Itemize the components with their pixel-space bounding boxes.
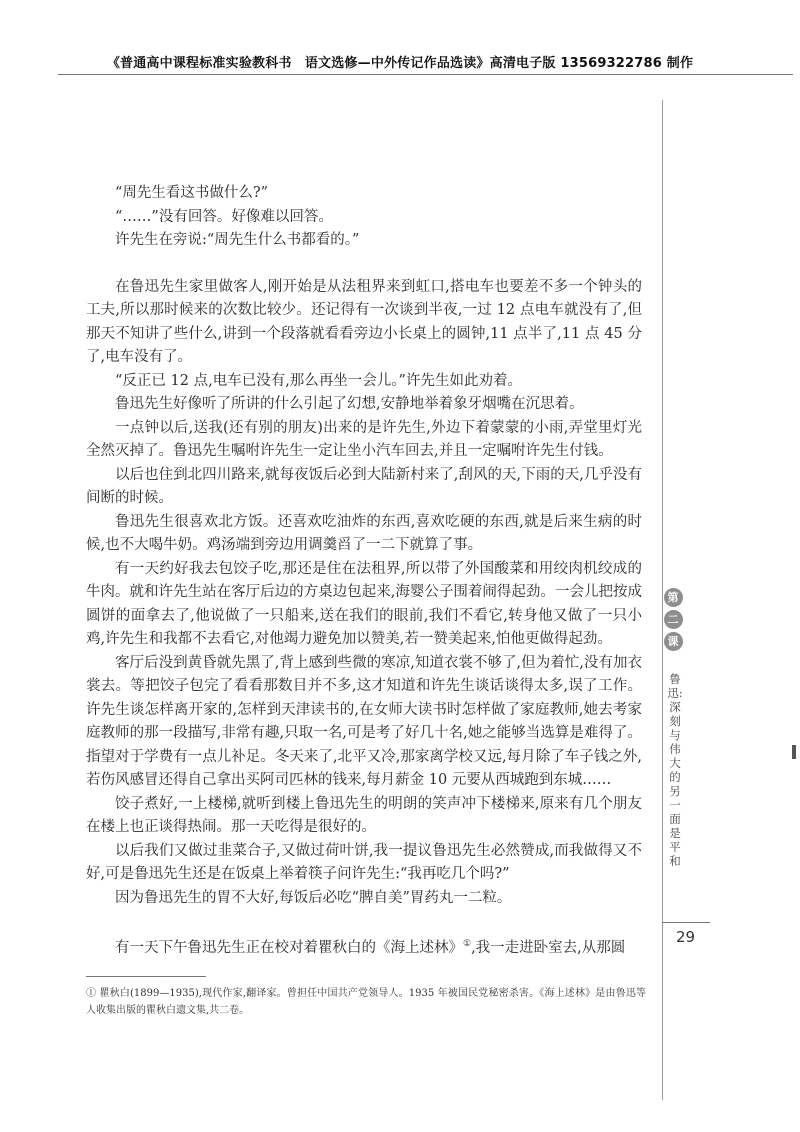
paragraph-gap xyxy=(86,253,642,276)
lesson-char: 二 xyxy=(664,610,683,629)
paragraph-gap xyxy=(86,910,642,933)
paragraph xyxy=(86,206,642,230)
page-number: 29 xyxy=(676,928,696,946)
paragraph-text: 客厅后没到黄昏就先黑了,背上感到些微的寒凉,知道衣裳不够了,但为着忙,没有加衣裳去。等把饺子包完了看看那数目并不多,这才知道和许先生谈话谈得太多,误了工作。许先生谈怎样离开家的,怎样到天津读书的,在女师大读书时怎样做了家庭教师,她去考家庭教师的那一段描写,非常有趣,只取一名,可是考了好几十名,她之能够当选算是难得了。指望对于学费有一点儿补足。冬天来了,北平又冷,那家离学校又远,每月除了车子钱之外,若伤风感冒还得自己拿出买阿司匹林的钱来,每月薪金 10 元要从西城跑到东城…… xyxy=(86,654,642,788)
page-header: 《普通高中课程标准实验教科书 语文选修—中外传记作品选读》高清电子版 13569322786 制作 xyxy=(106,56,694,71)
paragraph xyxy=(86,370,642,394)
paragraph xyxy=(86,933,642,960)
lesson-badge xyxy=(660,588,686,651)
paragraph xyxy=(86,417,642,464)
paragraph xyxy=(86,276,642,370)
paragraph-text: 以后我们又做过韭菜合子,又做过荷叶饼,我一提议鲁迅先生必然赞成,而我做得又不好,可是鲁迅先生还是在饭桌上举着筷子问许先生:“我再吃几个吗?” xyxy=(86,842,642,882)
footnote: ① 瞿秋白(1899—1935),现代作家,翻译家。曾担任中国共产党领导人。1935 年被国民党秘密杀害。《海上述林》是由鲁迅等人收集出版的瞿秋白遗文集,共二卷。 xyxy=(86,988,646,1016)
paragraph xyxy=(86,464,642,511)
lesson-char: 课 xyxy=(664,632,683,651)
paragraph-text: “……”没有回答。好像难以回答。 xyxy=(115,208,333,225)
body-text xyxy=(86,182,642,960)
paragraph-text: 鲁迅先生好像听了所讲的什么引起了幻想,安静地举着象牙烟嘴在沉思着。 xyxy=(115,396,584,412)
paragraph xyxy=(86,840,642,887)
paragraph-text: ,我一走进卧室去,从那圆 xyxy=(471,939,626,956)
paragraph-text: 在鲁迅先生家里做客人,刚开始是从法租界来到虹口,搭电车也要差不多一个钟头的工夫,所以那时候来的次数比较少。还记得有一次谈到半夜,一过 12 点电车就没有了,但那天不知讲了些什么,讲到一个段落就看看旁边小长桌上的圆钟,11 点半了,11 点 45 分了,电车没有了。 xyxy=(86,278,642,365)
paragraph-text: 一点钟以后,送我(还有别的朋友)出来的是许先生,外边下着蒙蒙的小雨,弄堂里灯光全然灭掉了。鲁迅先生嘱咐许先生一定让坐小汽车回去,并且一定嘱咐许先生付钱。 xyxy=(86,419,642,459)
page-number-rule xyxy=(662,922,710,923)
paragraph xyxy=(86,511,642,558)
paragraph xyxy=(86,393,642,417)
paragraph xyxy=(86,887,642,911)
paragraph-text: “反正已 12 点,电车已没有,那么再坐一会儿。”许先生如此劝着。 xyxy=(115,372,522,389)
paragraph xyxy=(86,793,642,840)
paragraph xyxy=(86,558,642,652)
paragraph xyxy=(86,652,642,793)
paragraph-text: 有一天约好我去包饺子吃,那还是住在法租界,所以带了外国酸菜和用绞肉机绞成的牛肉。就和许先生站在客厅后边的方桌边包起来,海婴公子围着闹得起劲。一会儿把按成圆饼的面拿去了,他说做了一只船来,送在我们的眼前,我们不看它,转身他又做了一只小鸡,许先生和我都不去看它,对他竭力避免加以赞美,若一赞美起来,怕他更做得起劲。 xyxy=(86,560,642,647)
paragraph-text: 许先生在旁说:“周先生什么书都看的。” xyxy=(115,232,360,248)
footnote-marker: ① xyxy=(463,939,472,949)
paragraph-text: “周先生看这书做什么?” xyxy=(115,185,269,201)
paragraph-text: 饺子煮好,一上楼梯,就听到楼上鲁迅先生的明朗的笑声冲下楼梯来,原来有几个朋友在楼上也正谈得热闹。那一天吃得是很好的。 xyxy=(86,795,642,835)
paragraph-text: 因为鲁迅先生的胃不大好,每饭后必吃“脾自美”胃药丸一二粒。 xyxy=(115,889,512,906)
paragraph-text: 鲁迅先生很喜欢北方饭。还喜欢吃油炸的东西,喜欢吃硬的东西,就是后来生病的时候,也不大喝牛奶。鸡汤端到旁边用调羹舀了一二下就算了事。 xyxy=(86,513,642,553)
edge-mark xyxy=(792,745,796,759)
lesson-title: 鲁迅:深刻与伟大的另一面是平和 xyxy=(667,672,683,868)
paragraph xyxy=(86,229,642,253)
paragraph-text: 有一天下午鲁迅先生正在校对着瞿秋白的《海上述林》 xyxy=(115,939,463,956)
paragraph xyxy=(86,182,642,206)
lesson-char: 第 xyxy=(664,588,683,607)
header-rule xyxy=(58,74,793,75)
footnote-rule xyxy=(86,976,206,977)
paragraph-text: 以后也住到北四川路来,就每夜饭后必到大陆新村来了,刮风的天,下雨的天,几乎没有间断的时候。 xyxy=(86,466,642,506)
